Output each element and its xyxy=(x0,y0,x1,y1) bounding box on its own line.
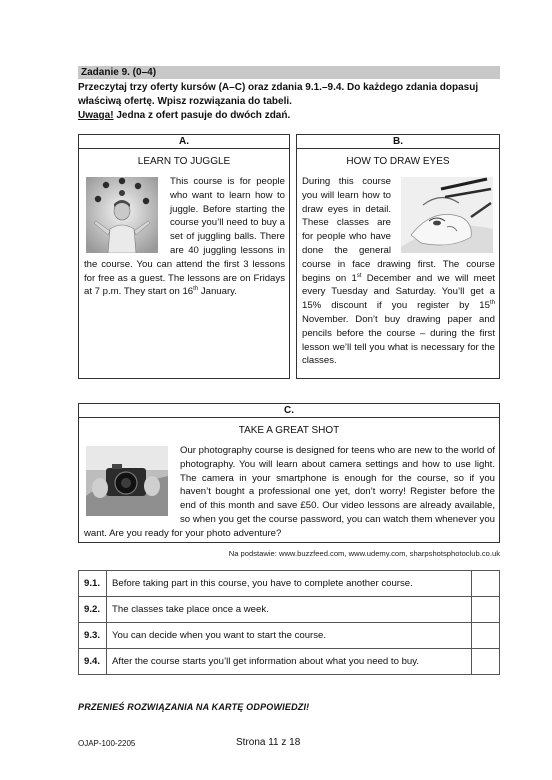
page-number: Strona 11 z 18 xyxy=(236,737,301,748)
statement-number: 9.2. xyxy=(79,597,107,623)
statement-text: You can decide when you want to start the course. xyxy=(107,623,472,649)
offer-b-text-2: December and we will meet every Tuesday and Saturday. You’ll get a 15% discount if you register by 15 xyxy=(302,272,495,312)
offer-b-title: HOW TO DRAW EYES xyxy=(346,156,450,167)
offer-c-label: C. xyxy=(79,404,499,418)
task-title: Zadanie 9. (0–4) xyxy=(78,66,500,79)
statement-text: The classes take place once a week. xyxy=(107,597,472,623)
offer-a-label: A. xyxy=(79,135,289,149)
offer-c-text xyxy=(79,444,499,541)
table-row xyxy=(79,623,500,649)
note-label: Uwaga! xyxy=(78,110,114,121)
instruction-note xyxy=(78,109,502,123)
camera-photo xyxy=(86,446,168,516)
answer-cell[interactable] xyxy=(472,597,500,623)
answer-table xyxy=(78,570,500,675)
task-instruction xyxy=(78,81,502,123)
offer-c xyxy=(78,403,500,543)
statement-text: After the course starts you’ll get information about what you need to buy. xyxy=(107,649,472,675)
source-note: Na podstawie: www.buzzfeed.com, www.udemy.com, sharpshotsphotoclub.co.uk xyxy=(228,549,500,558)
table-row xyxy=(79,649,500,675)
statement-number: 9.1. xyxy=(79,571,107,597)
instruction-text: Przeczytaj trzy oferty kursów (A–C) oraz zdania 9.1.–9.4. Do każdego zdania dopasuj właściwą ofertę. Wpisz rozwiązania do tabeli. xyxy=(78,82,479,107)
offer-a-text-end: January. xyxy=(198,286,237,298)
offer-b-sup-1: st xyxy=(356,272,362,279)
offer-a-title: LEARN TO JUGGLE xyxy=(137,156,231,167)
offer-b-label: B. xyxy=(297,135,499,149)
answer-cell[interactable] xyxy=(472,649,500,675)
table-row xyxy=(79,597,500,623)
offer-b xyxy=(296,134,500,379)
offer-b-text xyxy=(297,175,499,368)
offer-a-sup: th xyxy=(193,286,199,293)
offer-a-text-main: This course is for people who want to learn how to juggle. Before starting the course you’ll need to buy a set of juggling balls. There are 40 juggling lessons in the course. You can attend the first 3 lessons for free as a guest. The lessons are on Fridays at 7 p.m. They start on 16 xyxy=(84,176,285,298)
offer-a-text xyxy=(79,175,289,299)
offer-b-text-1: During this course you will learn how to draw eyes in detail. These classes are for people who have done the general course in face drawing first. The course begins on 1 xyxy=(302,176,495,284)
answer-cell[interactable] xyxy=(472,571,500,597)
juggler-photo xyxy=(86,177,158,253)
table-row xyxy=(79,571,500,597)
offer-c-text-main: Our photography course is designed for teens who are new to the world of photography. You will learn about camera settings and how to use light. The camera in your smartphone is enough for the course, so if you haven’t bought a professional one yet, don’t worry! Register before the end of this month and save £50. Our video lessons are already available, so when you get the course password, you can watch them whenever you want. Are you ready for your photo adventure? xyxy=(84,445,495,539)
eye-drawing-photo xyxy=(401,177,493,253)
statement-number: 9.4. xyxy=(79,649,107,675)
offer-a xyxy=(78,134,290,379)
exam-code: OJAP-100-2205 xyxy=(78,739,136,748)
transfer-note: PRZENIEŚ ROZWIĄZANIA NA KARTĘ ODPOWIEDZI! xyxy=(78,702,310,712)
offer-c-title: TAKE A GREAT SHOT xyxy=(238,425,340,436)
statement-text: Before taking part in this course, you have to complete another course. xyxy=(107,571,472,597)
offer-b-sup-2: th xyxy=(489,299,495,306)
statement-number: 9.3. xyxy=(79,623,107,649)
note-text: Jedna z ofert pasuje do dwóch zdań. xyxy=(113,110,291,121)
answer-cell[interactable] xyxy=(472,623,500,649)
offer-b-text-3: November. Don’t buy drawing paper and pencils before the course – during the first lesson we’ll tell you what is necessary for the classes. xyxy=(302,313,495,367)
